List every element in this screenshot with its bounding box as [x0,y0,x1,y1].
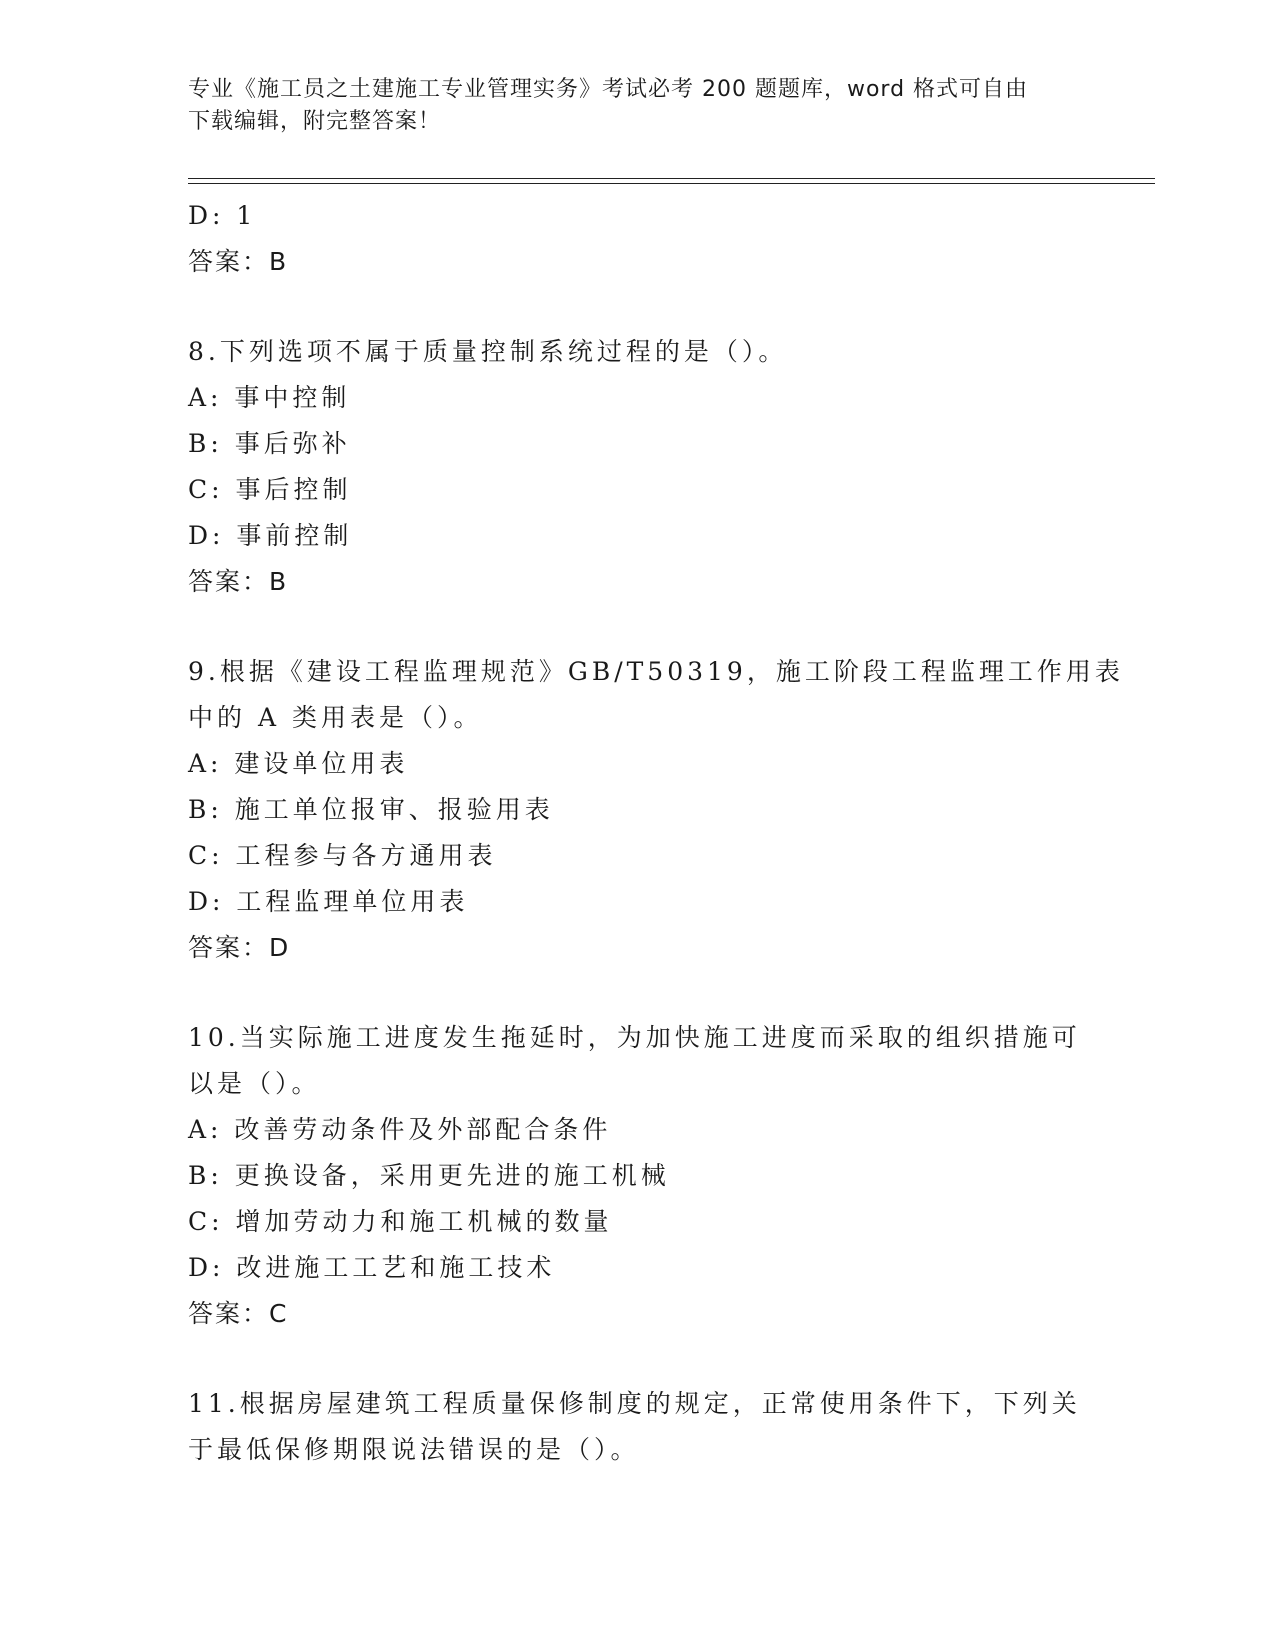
question-text: 10.当实际施工进度发生拖延时，为加快施工进度而采取的组织措施可 [188,1023,1081,1052]
option-d: D: 事前控制 [188,521,353,550]
option-d: D: 改进施工工艺和施工技术 [188,1253,556,1282]
question-8 [188,329,1088,605]
option-d: D: 工程监理单位用表 [188,887,469,916]
option-b: B: 事后弥补 [188,429,351,458]
header-line-2: 下载编辑，附完整答案！ [188,109,442,134]
question-text-continued: 于最低保修期限说法错误的是（）。 [188,1435,640,1464]
answer-prev: 答案：B [188,247,289,276]
document-header [188,74,1068,138]
spacer [188,1337,1088,1381]
question-text-continued: 以是（）。 [188,1069,321,1098]
option-a: A: 建设单位用表 [188,749,409,778]
answer: 答案：B [188,567,289,596]
question-list [188,193,1124,1473]
header-divider-bottom [188,183,1155,184]
question-10 [188,1015,1088,1337]
question-text: 11.根据房屋建筑工程质量保修制度的规定，正常使用条件下，下列关 [188,1389,1081,1418]
question-9 [188,649,1124,971]
option-a: A: 事中控制 [188,383,351,412]
option-d-prev: D: 1 [188,201,257,230]
header-line-1: 专业《施工员之土建施工专业管理实务》考试必考 200 题题库，word 格式可自由 [188,77,1029,102]
option-c: C: 工程参与各方通用表 [188,841,497,870]
spacer [188,605,1088,649]
option-a: A: 改善劳动条件及外部配合条件 [188,1115,612,1144]
header-divider-top [188,178,1155,179]
answer: 答案：C [188,1299,289,1328]
option-b: B: 更换设备，采用更先进的施工机械 [188,1161,670,1190]
question-text: 8.下列选项不属于质量控制系统过程的是（）。 [188,337,788,366]
option-c: C: 增加劳动力和施工机械的数量 [188,1207,613,1236]
option-c: C: 事后控制 [188,475,352,504]
question-11 [188,1381,1088,1473]
question-text-continued: 中的 A 类用表是（）。 [188,703,483,732]
option-b: B: 施工单位报审、报验用表 [188,795,554,824]
spacer [188,971,1088,1015]
question-text: 9.根据《建设工程监理规范》GB/T50319，施工阶段工程监理工作用表 [188,657,1124,686]
answer: 答案：D [188,933,291,962]
spacer [188,285,1088,329]
